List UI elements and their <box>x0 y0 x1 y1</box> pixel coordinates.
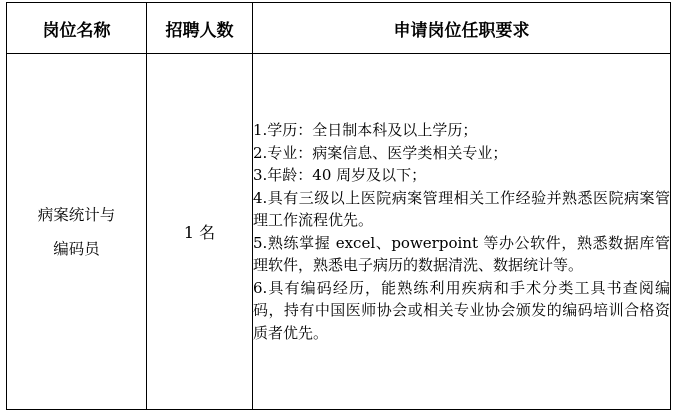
position-name-cell <box>7 54 147 410</box>
requirement-item: 6.具有编码经历，能熟练利用疾病和手术分类工具书查阅编码，持有中国医师协会或相关专业协会颁发的编码培训合格资质者优先。 <box>253 278 670 342</box>
requirement-item: 5.熟练掌握 excel、powerpoint 等办公软件，熟悉数据库管理软件，熟悉电子病历的数据清洗、数据统计等。 <box>253 233 670 274</box>
header-requirements: 申请岗位任职要求 <box>253 3 671 54</box>
table-row <box>7 54 671 410</box>
requirements-cell <box>253 54 671 410</box>
job-requirements-table <box>6 2 671 410</box>
requirement-item: 1.学历：全日制本科及以上学历； <box>253 121 478 139</box>
requirements-list <box>253 119 670 344</box>
table-header-row <box>7 3 671 54</box>
position-name-line-2: 编码员 <box>53 239 100 258</box>
hiring-count-cell: 1 名 <box>147 54 253 410</box>
requirement-item: 4.具有三级以上医院病案管理相关工作经验并熟悉医院病案管理工作流程优先。 <box>253 188 670 229</box>
position-name-line-1: 病案统计与 <box>37 205 116 224</box>
requirement-item: 3.年龄：40 周岁及以下； <box>253 166 427 184</box>
header-hiring-count: 招聘人数 <box>147 3 253 54</box>
header-position-name: 岗位名称 <box>7 3 147 54</box>
requirement-item: 2.专业：病案信息、医学类相关专业； <box>253 143 508 162</box>
